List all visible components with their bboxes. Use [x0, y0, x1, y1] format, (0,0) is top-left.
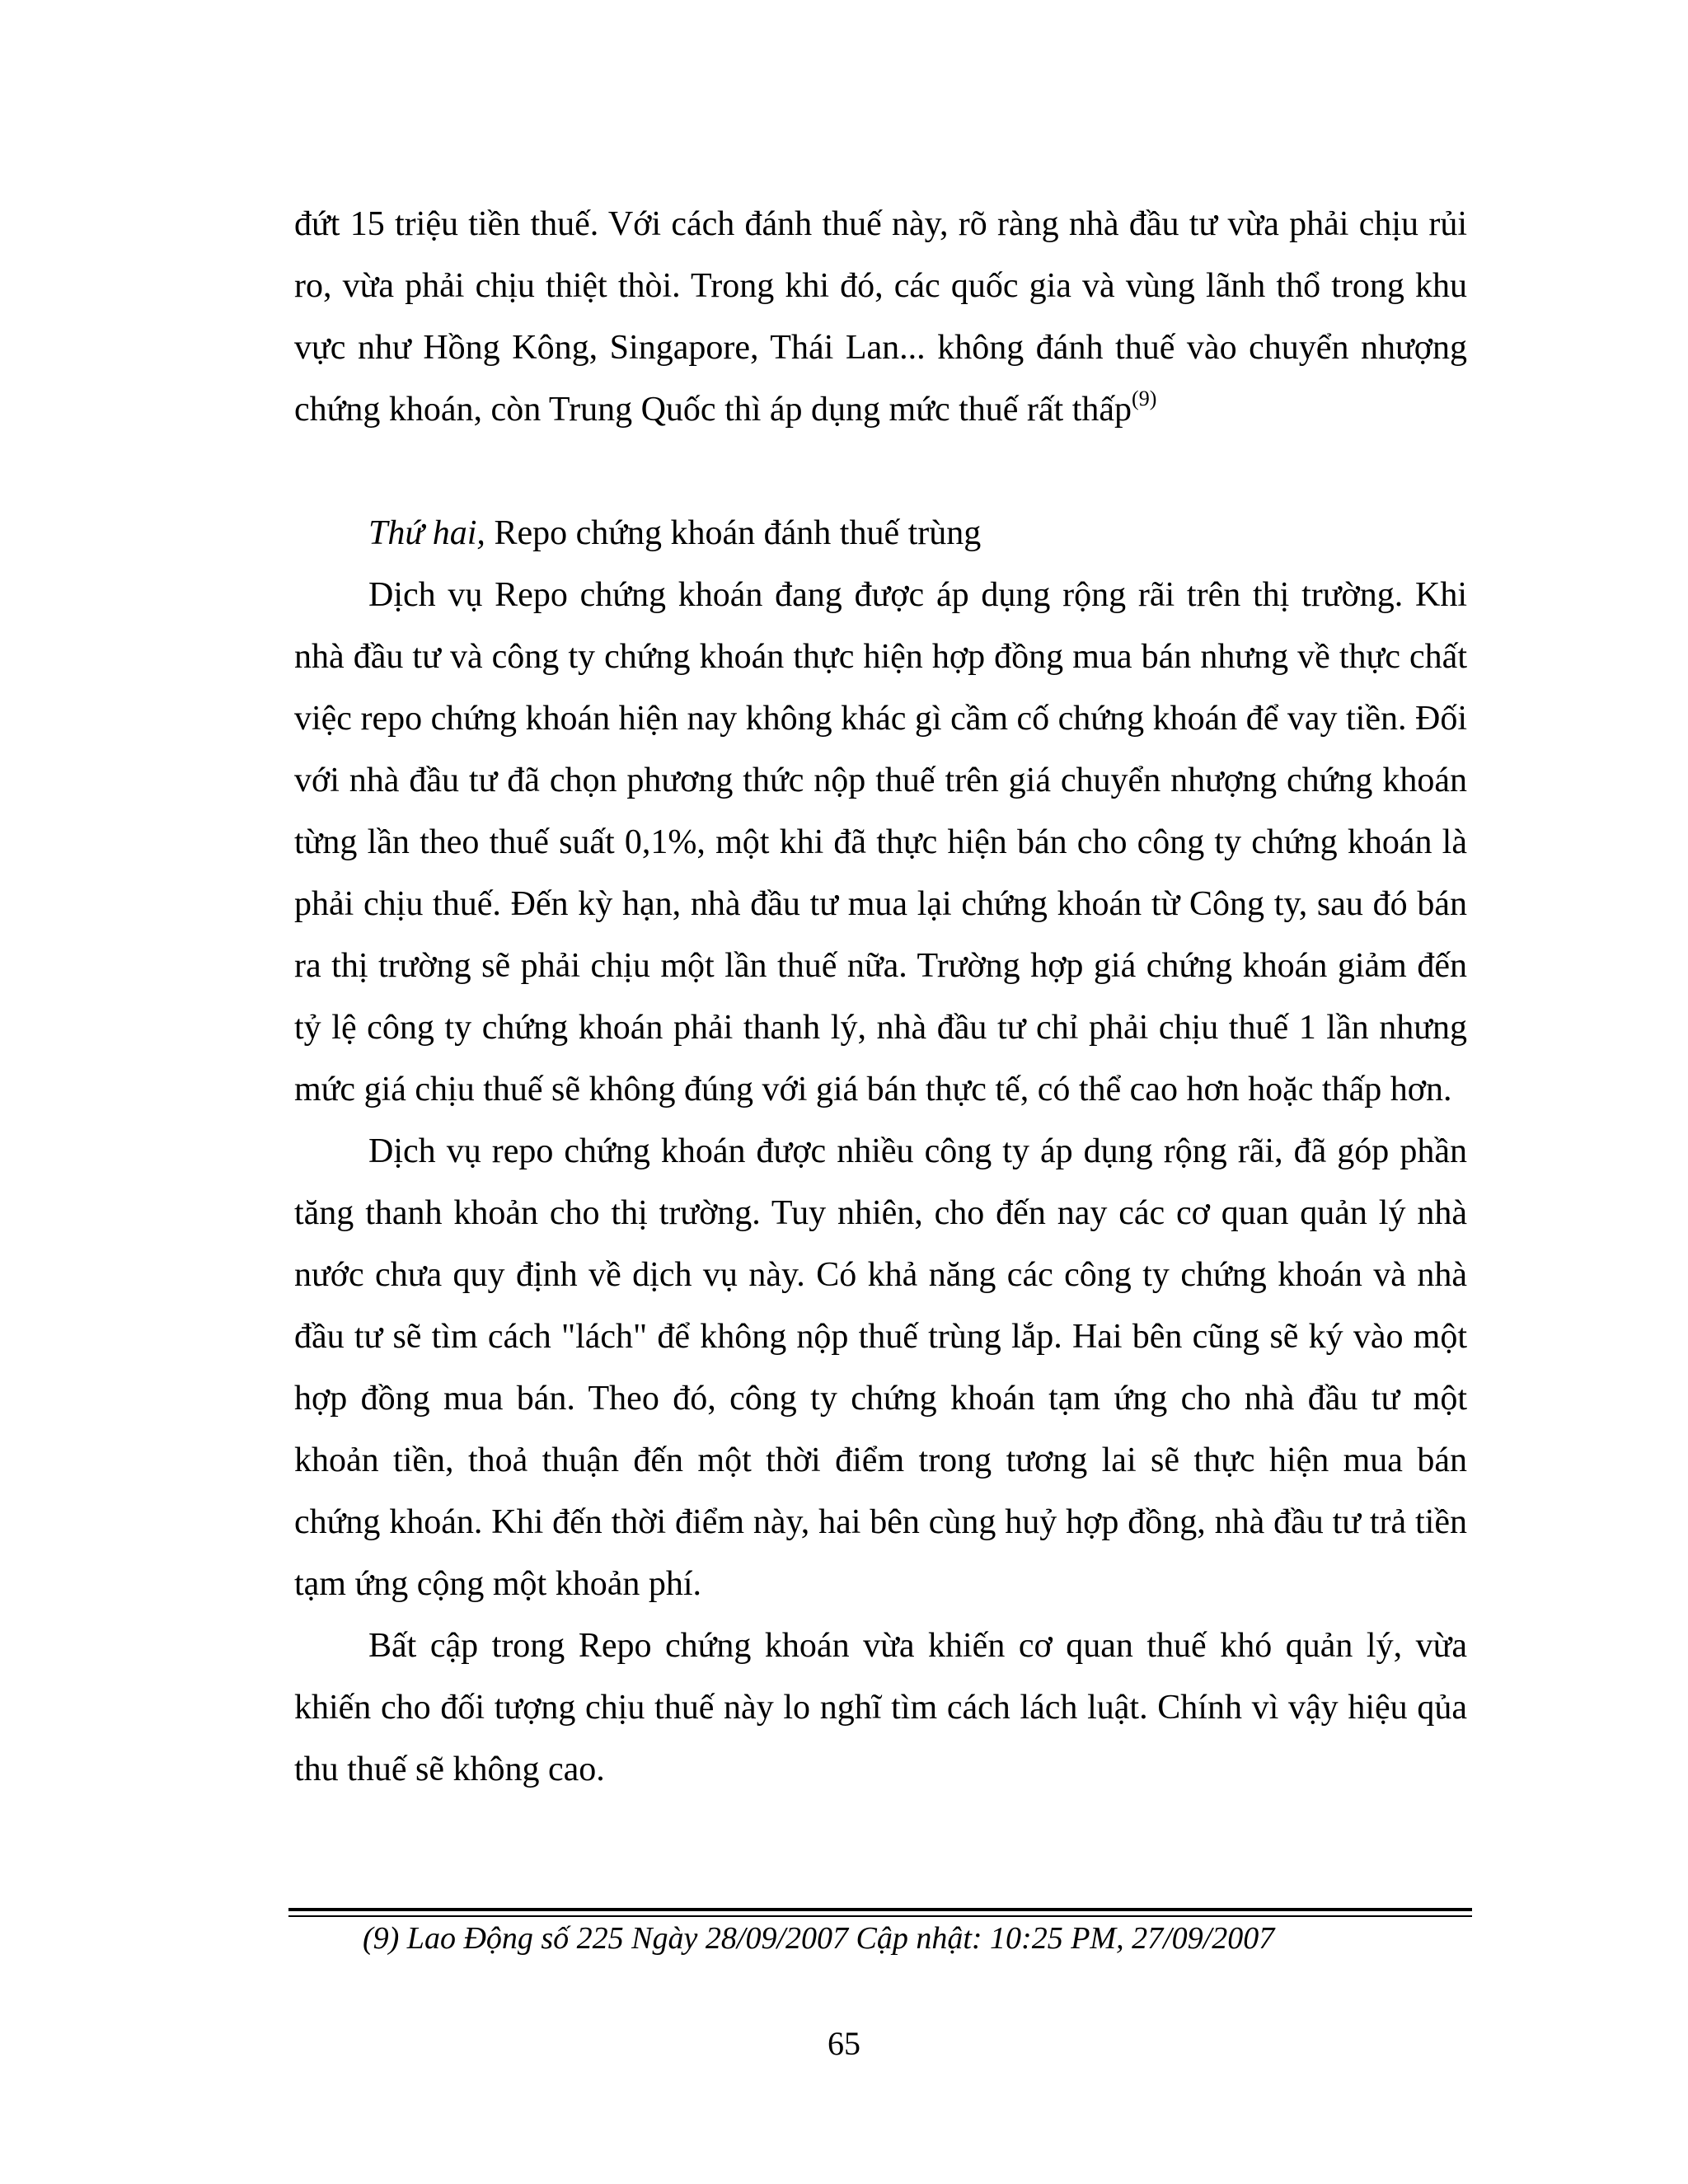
section-heading-lead: Thứ hai,: [368, 514, 485, 552]
footnote-reference: (9): [1132, 387, 1157, 410]
paragraph-tax-comparison: [294, 194, 1467, 441]
footnote-divider: [288, 1908, 1472, 1911]
footnote-text: (9) Lao Động số 225 Ngày 28/09/2007 Cập nhật: 10:25 PM, 27/09/2007: [363, 1921, 1275, 1956]
paragraph-text: đứt 15 triệu tiền thuế. Với cách đánh thuế này, rõ ràng nhà đầu tư vừa phải chịu rủi ro, vừa phải chịu thiệt thòi. Trong khi đó, các quốc gia và vùng lãnh thổ trong khu vực như Hồng Kông, Singapore, Thái Lan... không đánh thuế vào chuyển nhượng chứng khoán, còn Trung Quốc thì áp dụng mức thuế rất thấp: [294, 205, 1467, 429]
page-number: 65: [828, 2025, 860, 2062]
paragraph-repo-liquidity: Dịch vụ repo chứng khoán được nhiều công ty áp dụng rộng rãi, đã góp phần tăng thanh khoản cho thị trường. Tuy nhiên, cho đến nay các cơ quan quản lý nhà nước chưa quy định về dịch vụ này. Có khả năng các công ty chứng khoán và nhà đầu tư sẽ tìm cách "lách" để không nộp thuế trùng lắp. Hai bên cũng sẽ ký vào một hợp đồng mua bán. Theo đó, công ty chứng khoán tạm ứng cho nhà đầu tư một khoản tiền, thoả thuận đến một thời điểm trong tương lai sẽ thực hiện mua bán chứng khoán. Khi đến thời điểm này, hai bên cùng huỷ hợp đồng, nhà đầu tư trả tiền tạm ứng cộng một khoản phí.: [294, 1132, 1467, 1603]
paragraph-repo-conclusion: Bất cập trong Repo chứng khoán vừa khiến cơ quan thuế khó quản lý, vừa khiến cho đối tượng chịu thuế này lo nghĩ tìm cách lách luật. Chính vì vậy hiệu qủa thu thuế sẽ không cao.: [294, 1627, 1467, 1788]
page-body: [294, 194, 1467, 1801]
section-heading-title: Repo chứng khoán đánh thuế trùng: [485, 514, 982, 552]
paragraph-repo-service: Dịch vụ Repo chứng khoán đang được áp dụng rộng rãi trên thị trường. Khi nhà đầu tư và công ty chứng khoán thực hiện hợp đồng mua bán nhưng về thực chất việc repo chứng khoán hiện nay không khác gì cầm cố chứng khoán để vay tiền. Đối với nhà đầu tư đã chọn phương thức nộp thuế trên giá chuyển nhượng chứng khoán từng lần theo thuế suất 0,1%, một khi đã thực hiện bán cho công ty chứng khoán là phải chịu thuế. Đến kỳ hạn, nhà đầu tư mua lại chứng khoán từ Công ty, sau đó bán ra thị trường sẽ phải chịu một lần thuế nữa. Trường hợp giá chứng khoán giảm đến tỷ lệ công ty chứng khoán phải thanh lý, nhà đầu tư chỉ phải chịu thuế 1 lần nhưng mức giá chịu thuế sẽ không đúng với giá bán thực tế, có thể cao hơn hoặc thấp hơn.: [294, 576, 1467, 1108]
section-heading: [294, 503, 1467, 565]
